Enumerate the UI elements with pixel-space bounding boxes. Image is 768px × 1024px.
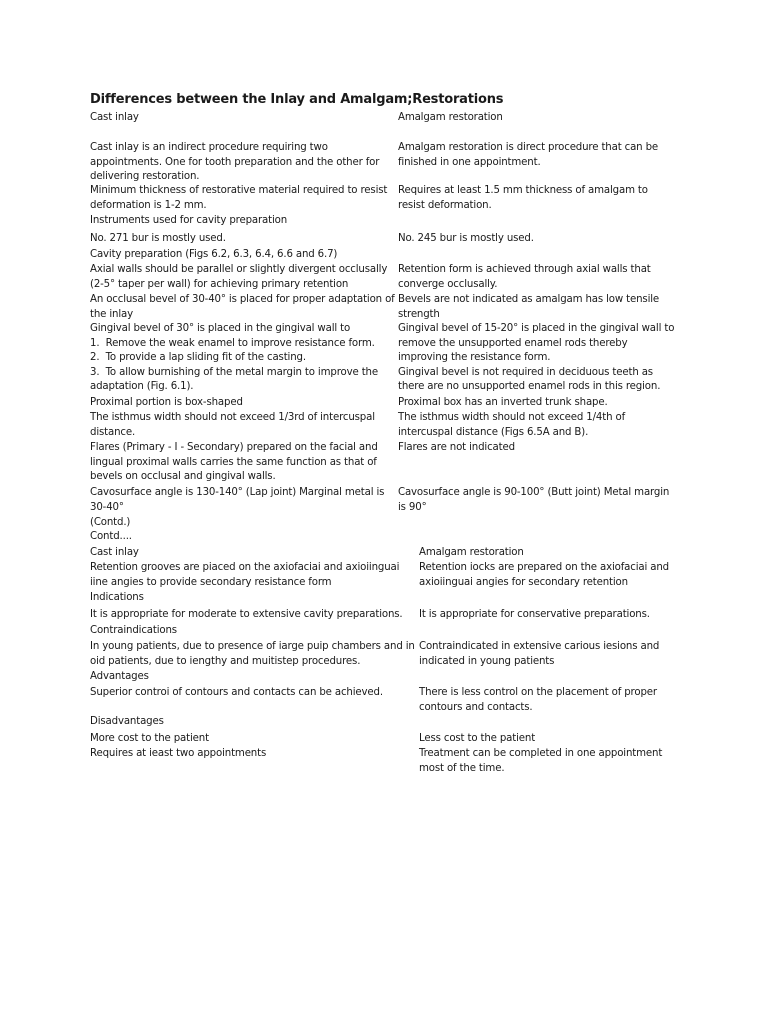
row-left: Requires at ieast two appointments <box>90 748 267 759</box>
row-left: Gingival bevel of 30° is placed in the gingival wall to 1. Remove the weak enamel to improve resistance form. 2. To provide a lap sliding fit of the casting. 3. To allow burnishing of the metal margin to improve the adaptation (Fig. 6.1). <box>90 323 378 392</box>
subheading-instruments: Instruments used for cavity preparation <box>90 215 288 226</box>
row-left: Minimum thickness of restorative material required to resist deformation is 1-2 mm. <box>90 185 388 211</box>
row-left: More cost to the patient <box>90 733 209 744</box>
row-left: Proximal portion is box-shaped <box>90 397 243 408</box>
row-right: Bevels are not indicated as amalgam has low tensile strength <box>398 294 660 320</box>
row-left: It is appropriate for moderate to extensive cavity preparations. <box>90 609 403 620</box>
subheading-indications: Indications <box>90 592 144 603</box>
row-right: Less cost to the patient <box>419 733 536 744</box>
row-left: In young patients, due to presence of iarge puip chambers and in oid patients, due to iengthy and muitistep procedures. <box>90 641 415 667</box>
row-right: Treatment can be completed in one appointment most of the time. <box>419 748 663 774</box>
page-title: Differences between the Inlay and Amalgam;Restorations <box>90 92 504 107</box>
header-cast-inlay: Cast inlay <box>90 547 139 558</box>
row-right: Contraindicated in extensive carious iesions and indicated in young patients <box>419 641 660 667</box>
header-cast-inlay: Cast inlay <box>90 112 139 123</box>
contd-label: (Contd.) <box>90 517 131 528</box>
row-left: Cast inlay is an indirect procedure requiring two appointments. One for tooth preparation and the other for delivering restoration. <box>90 142 380 182</box>
row-right: Proximal box has an inverted trunk shape. <box>398 397 608 408</box>
row-right: No. 245 bur is mostly used. <box>398 233 534 244</box>
row-left: Flares (Primary - I - Secondary) prepared on the facial and lingual proximal walls carries the same function as that of bevels on occlusal and gingival walls. <box>90 442 378 482</box>
row-right: Requires at least 1.5 mm thickness of amalgam to resist deformation. <box>398 185 648 211</box>
row-left: Superior controi of contours and contacts can be achieved. <box>90 687 383 698</box>
row-left: Axial walls should be parallel or slightly divergent occlusally (2-5° taper per wall) for achieving primary retention <box>90 264 388 290</box>
subheading-disadvantages: Disadvantages <box>90 716 164 727</box>
subheading-contraindications: Contraindications <box>90 625 177 636</box>
row-left: Cavosurface angle is 130-140° (Lap joint) Marginal metal is 30-40° <box>90 487 385 513</box>
row-right: The isthmus width should not exceed 1/4th of intercuspal distance (Figs 6.5A and B). <box>398 412 626 438</box>
row-right: Flares are not indicated <box>398 442 515 453</box>
subheading-cavity-preparation: Cavity preparation (Figs 6.2, 6.3, 6.4, 6.6 and 6.7) <box>90 249 338 260</box>
row-right: Gingival bevel of 15-20° is placed in the gingival wall to remove the unsupported enamel rods thereby improving the resistance form. Gingival bevel is not required in deciduous teeth as there are no unsupported enamel rods in this region. <box>398 323 675 392</box>
contd-label: Contd.... <box>90 531 132 542</box>
row-right: It is appropriate for conservative preparations. <box>419 609 650 620</box>
row-right: Retention iocks are prepared on the axiofaciai and axioiinguai angies for secondary retention <box>419 562 669 588</box>
row-left: The isthmus width should not exceed 1/3rd of intercuspal distance. <box>90 412 375 438</box>
row-right: There is less control on the placement of proper contours and contacts. <box>419 687 657 713</box>
row-right: Retention form is achieved through axial walls that converge occlusally. <box>398 264 651 290</box>
row-left: Retention grooves are piaced on the axiofaciai and axioiinguai iine angies to provide secondary resistance form <box>90 562 400 588</box>
row-right: Amalgam restoration is direct procedure that can be finished in one appointment. <box>398 142 659 168</box>
header-amalgam: Amalgam restoration <box>419 547 524 558</box>
row-right: Cavosurface angle is 90-100° (Butt joint) Metal margin is 90° <box>398 487 670 513</box>
subheading-advantages: Advantages <box>90 671 149 682</box>
header-amalgam: Amalgam restoration <box>398 112 503 123</box>
row-left: An occlusal bevel of 30-40° is placed for proper adaptation of the inlay <box>90 294 395 320</box>
row-left: No. 271 bur is mostly used. <box>90 233 226 244</box>
